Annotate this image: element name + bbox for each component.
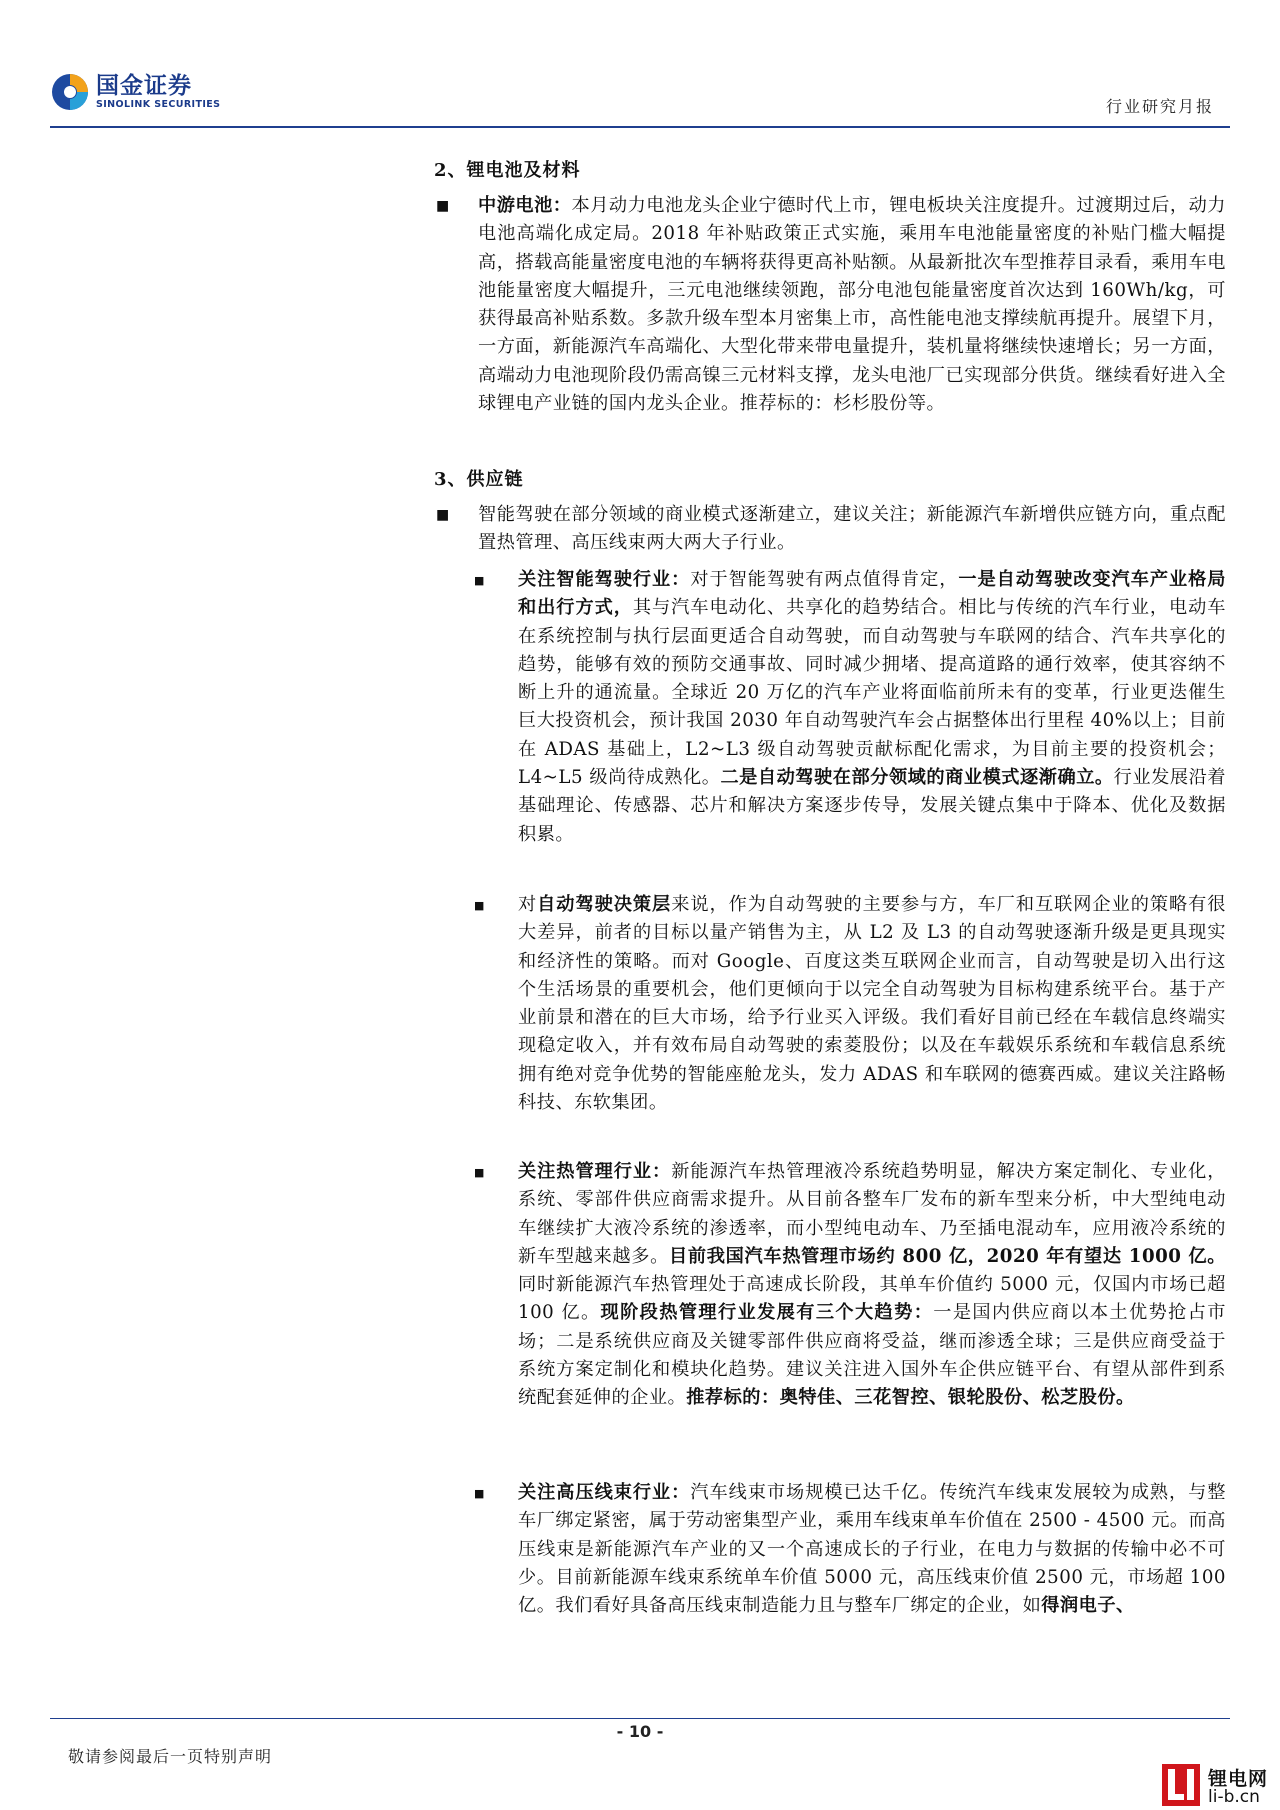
paragraph-text: 汽车线束市场规模已达千亿。传统汽车线束发展较为成熟，与整车厂绑定紧密，属于劳动密集型产业，乘用车线束单车价值在 2500 - 4500 元。而高压线束是新能源汽车产业的又一个高速成长的子行业，在电力与数据的传输中必不可少。目前新能源车线束系统单车价值 5000 元，高压线束价值 2500 元，市场超 100 亿。我们看好具备高压线束制造能力且与整车厂绑定的企业，如: [518, 1482, 1226, 1617]
section-title-lithium: 2、锂电池及材料: [434, 160, 581, 181]
small-square-bullet-icon: ■: [474, 1166, 485, 1179]
page-header: [50, 72, 1230, 126]
square-bullet-icon: ■: [436, 507, 450, 523]
paragraph-text: 一是国内供应商以本土优势抢占市场；二是系统供应商及关键零部件供应商将受益，继而渗透全球；三是供应商受益于系统方案定制化和模块化趋势。建议关注进入国外车企供应链平台、有望从部件到系统配套延伸的企业。: [518, 1302, 1226, 1409]
header-divider: [50, 126, 1230, 128]
watermark-text-en: li-b.cn: [1208, 1787, 1260, 1807]
watermark: [1162, 1762, 1274, 1808]
watermark-text-cn: 锂电网: [1208, 1768, 1269, 1790]
small-square-bullet-icon: ■: [474, 1487, 485, 1500]
paragraph-text: 行业发展沿着基础理论、传感器、芯片和解决方案逐步传导，发展关键点集中于降本、优化及数据积累。: [518, 767, 1226, 845]
paragraph-lead: 关注热管理行业：: [518, 1161, 672, 1182]
paragraph-emphasis: 得润电子、: [1041, 1595, 1135, 1617]
paragraph-text: 智能驾驶在部分领域的商业模式逐渐建立，建议关注；新能源汽车新增供应链方向，重点配置热管理、高压线束两大两大子行业。: [478, 504, 1226, 554]
footer-divider: [50, 1718, 1230, 1719]
paragraph-high-voltage-harness: [518, 1479, 1226, 1620]
square-bullet-icon: ■: [436, 198, 450, 214]
paragraph-autonomous-driving: [518, 566, 1226, 849]
report-type-label: 行业研究月报: [1105, 97, 1214, 116]
page-number: - 10 -: [616, 1722, 664, 1741]
paragraph-midstream-battery: [478, 192, 1226, 418]
paragraph-emphasis: 二是自动驾驶在部分领域的商业模式逐渐确立。: [720, 767, 1114, 789]
paragraph-text: 对: [518, 894, 538, 915]
sinolink-logo-icon: [50, 72, 90, 112]
paragraph-text: 对于智能驾驶有两点值得肯定，: [690, 569, 959, 590]
logo-text-en: SINOLINK SECURITIES: [96, 99, 221, 110]
paragraph-lead: 中游电池：: [478, 195, 572, 216]
small-square-bullet-icon: ■: [474, 899, 485, 912]
paragraph-lead: 关注高压线束行业：: [518, 1482, 691, 1503]
paragraph-emphasis: 一是自动驾驶改变汽车产业格局和出行方式，: [518, 569, 1226, 619]
paragraph-emphasis: 推荐标的：奥特佳、三花智控、银轮股份、松芝股份。: [686, 1387, 1135, 1409]
company-logo: [50, 72, 220, 112]
paragraph-emphasis: 目前我国汽车热管理市场约 800 亿，2020 年有望达 1000 亿。: [668, 1245, 1226, 1267]
small-square-bullet-icon: ■: [474, 574, 485, 587]
paragraph-text: 本月动力电池龙头企业宁德时代上市，锂电板块关注度提升。过渡期过后，动力电池高端化成定局。2018 年补贴政策正式实施，乘用车电池能量密度的补贴门槛大幅提高，搭载高能量密度电池的车辆将获得更高补贴额。从最新批次车型推荐目录看，乘用车电池能量密度大幅提升，三元电池继续领跑，部分电池包能量密度首次达到 160Wh/kg，可获得最高补贴系数。多款升级车型本月密集上市，高性能电池支撑续航再提升。展望下月，一方面，新能源汽车高端化、大型化带来带电量提升，装机量将继续快速增长；另一方面，高端动力电池现阶段仍需高镍三元材料支撑，龙头电池厂已实现部分供货。继续看好进入全球锂电产业链的国内龙头企业。推荐标的：杉杉股份等。: [478, 195, 1226, 415]
paragraph-text: 新能源汽车热管理液冷系统趋势明显，解决方案定制化、专业化，系统、零部件供应商需求提升。从目前各整车厂发布的新车型来分析，中大型纯电动车继续扩大液冷系统的渗透率，而小型纯电动车、乃至插电混动车，应用液冷系统的新车型越来越多。: [518, 1161, 1226, 1267]
paragraph-text: 来说，作为自动驾驶的主要参与方，车厂和互联网企业的策略有很大差异，前者的目标以量产销售为主，从 L2 及 L3 的自动驾驶逐渐升级是更具现实和经济性的策略。而对 Google、百度这类互联网企业而言，自动驾驶是切入出行这个生活场景的重要机会，他们更倾向于以完全自动驾驶为目标构建系统平台。基于产业前景和潜在的巨大市场，给予行业买入评级。我们看好目前已经在车载信息终端实现稳定收入，并有效布局自动驾驶的索菱股份；以及在车载娱乐系统和车载信息系统拥有绝对竞争优势的智能座舱龙头，发力 ADAS 和车联网的德赛西威。建议关注路畅科技、东软集团。: [518, 894, 1226, 1114]
paragraph-emphasis: 自动驾驶决策层: [537, 894, 672, 915]
paragraph-lead: 关注智能驾驶行业：: [518, 569, 691, 590]
paragraph-text: 同时新能源汽车热管理处于高速成长阶段，其单车价值约 5000 元，仅国内市场已超 100 亿。: [518, 1274, 1226, 1324]
paragraph-emphasis: 现阶段热管理行业发展有三个大趋势：: [600, 1302, 934, 1324]
paragraph-thermal-management: [518, 1158, 1226, 1413]
footer-disclaimer: 敬请参阅最后一页特别声明: [68, 1747, 273, 1766]
paragraph-text: 其与汽车电动化、共享化的趋势结合。相比与传统的汽车行业，电动车在系统控制与执行层面更适合自动驾驶，而自动驾驶与车联网的结合、汽车共享化的趋势，能够有效的预防交通事故、同时减少拥堵、提高道路的通行效率，使其容纳不断上升的通流量。全球近 20 万亿的汽车产业将面临前所未有的变革，行业更迭催生巨大投资机会，预计我国 2030 年自动驾驶汽车会占据整体出行里程 40%以上；目前在 ADAS 基础上，L2~L3 级自动驾驶贡献标配化需求，为目前主要的投资机会；L4~L5 级尚待成熟化。: [518, 597, 1226, 789]
section-title-supply-chain: 3、供应链: [434, 469, 524, 490]
watermark-logo-icon: [1162, 1764, 1200, 1806]
paragraph-supply-chain-intro: [478, 501, 1226, 558]
logo-text-cn: 国金证券: [96, 73, 192, 99]
paragraph-decision-layer: [518, 891, 1226, 1117]
